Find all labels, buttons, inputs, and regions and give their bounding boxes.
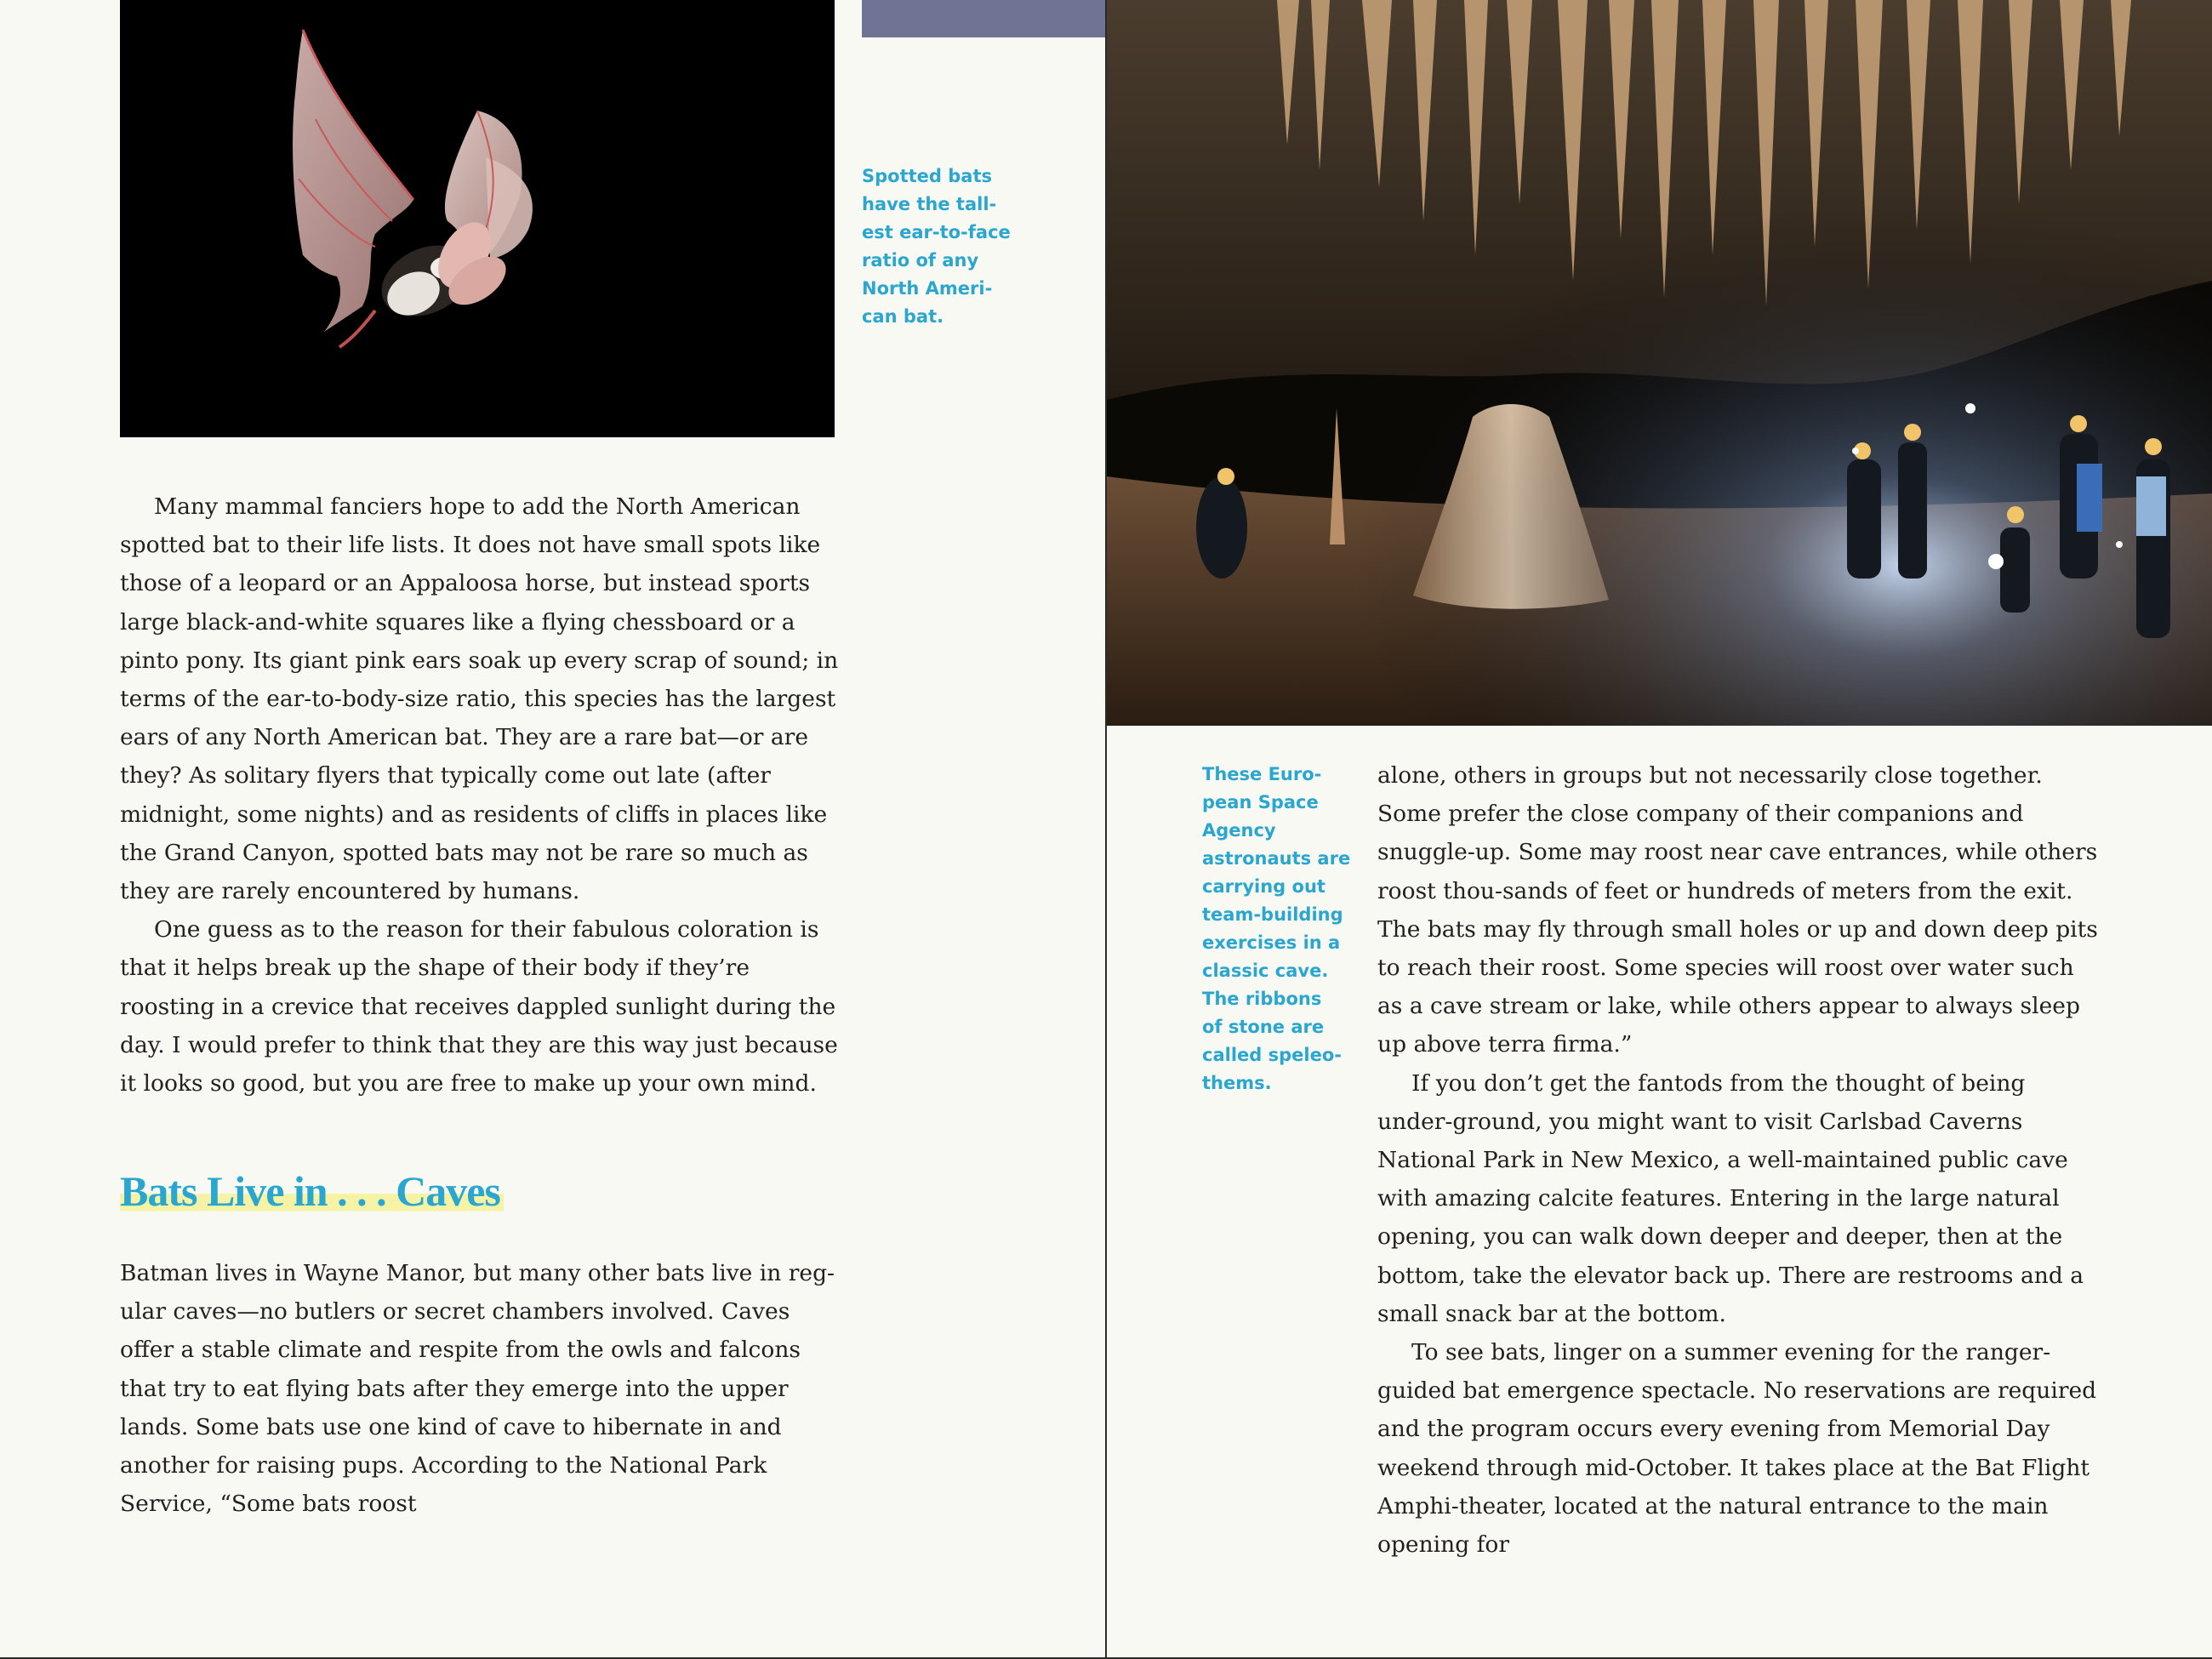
cave-photo-caption [1202, 761, 1351, 1097]
caption-line: carrying out [1202, 876, 1325, 897]
right-body-text [1377, 756, 2101, 1564]
caption-line: thems. [1202, 1073, 1272, 1093]
section-heading-text: Bats Live in . . . Caves [120, 1167, 504, 1215]
caption-line: North Ameri- [862, 278, 993, 299]
caption-line: classic cave. [1202, 961, 1329, 981]
left-body-text [120, 487, 843, 1103]
paragraph: alone, others in groups but not necessarily close together. Some prefer the close company of their companions and snuggle-up. Some may roost near cave entrances, while others roost thou-sands of feet or hundreds of meters from the exit. The bats may fly through small holes or up and down deep pits to reach their roost. Some species will roost over water such as a cave stream or lake, while others appear to always sleep up above terra firma.” [1377, 762, 2098, 1058]
caption-line: of stone are [1202, 1017, 1325, 1037]
caption-line: can bat. [862, 306, 944, 327]
caption-line: est ear-to-face [862, 222, 1011, 242]
paragraph: Batman lives in Wayne Manor, but many other bats live in reg-ular caves—no butlers or secret chambers involved. Caves offer a stable climate and respite from the owls and falcons that try to eat flying bats after they emerge into the upper lands. Some bats use one kind of cave to hibernate in and another for raising pups. According to the National Park Service, “Some bats roost [120, 1260, 835, 1518]
caption-line: pean Space [1202, 792, 1319, 812]
caption-line: astronauts are [1202, 848, 1351, 869]
section-heading [120, 1167, 504, 1215]
section-body-text [120, 1254, 843, 1523]
caption-line: have the tall- [862, 194, 997, 214]
paragraph: One guess as to the reason for their fabulous coloration is that it helps break up the shape of their body if they’re roosting in a crevice that receives dappled sunlight during the day. I would prefer to think that they are this way just because it looks so good, but you are free to make up your own mind. [120, 916, 838, 1097]
paragraph: To see bats, linger on a summer evening for the ranger-guided bat emergence spectacle. No reservations are required and the program occurs every evening from Memorial Day weekend through mid-October. It takes place at the Bat Flight Amphi-theater, located at the natural entrance to the main opening for [1377, 1339, 2097, 1559]
caption-line: The ribbons [1202, 989, 1322, 1009]
caption-line: Spotted bats [862, 166, 992, 186]
caption-line: called speleo- [1202, 1045, 1342, 1065]
accent-bar [862, 0, 1106, 37]
paragraph: Many mammal fanciers hope to add the North American spotted bat to their life lists. It does not have small spots like those of a leopard or an Appaloosa horse, but instead sports large black-and-white squares like a flying chessboard or a pinto pony. Its giant pink ears soak up every scrap of sound; in terms of the ear-to-body-size ratio, this species has the largest ears of any North American bat. They are a rare bat—or are they? As solitary flyers that typically come out late (after midnight, some nights) and as residents of cliffs in places like the Grand Canyon, spotted bats may not be rare so much as they are rarely encountered by humans. [120, 493, 839, 905]
cave-astronauts-photo [1107, 0, 2212, 726]
paragraph: If you don’t get the fantods from the thought of being under-ground, you might want to visit Carlsbad Caverns National Park in New Mexico, a well-maintained public cave with amazing calcite features. Entering in the large natural opening, you can walk down deeper and deeper, then at the bottom, take the elevator back up. There are restrooms and a small snack bar at the bottom. [1377, 1069, 2084, 1327]
caption-line: exercises in a [1202, 932, 1341, 953]
bat-photo-caption [862, 162, 1023, 331]
caption-line: These Euro- [1202, 764, 1322, 784]
caption-line: team-building [1202, 904, 1343, 925]
spotted-bat-photo [120, 0, 835, 437]
caption-line: ratio of any [862, 250, 979, 271]
caption-line: Agency [1202, 820, 1276, 841]
